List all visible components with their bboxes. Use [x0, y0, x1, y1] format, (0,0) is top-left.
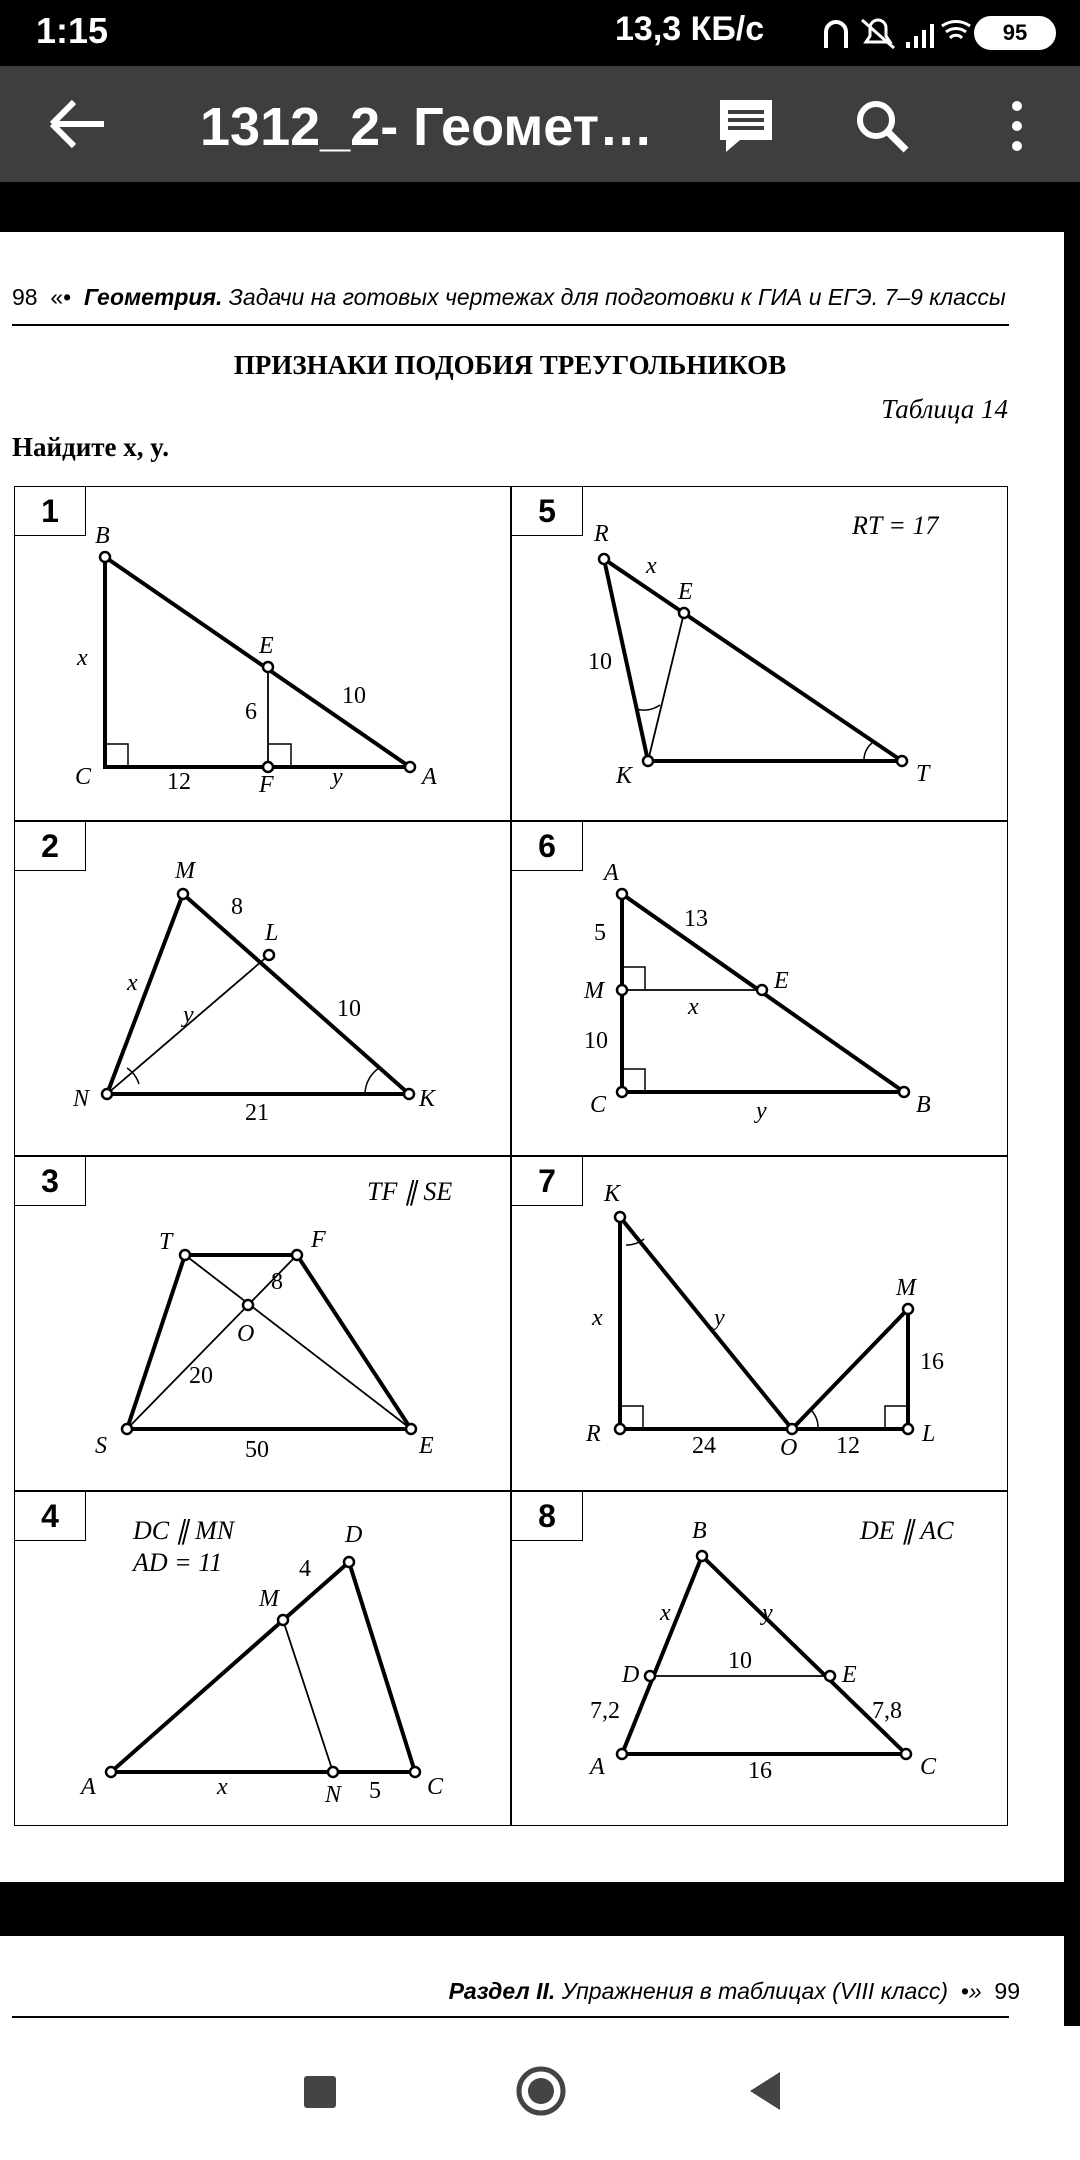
- label-C: C: [75, 764, 92, 790]
- label-A: A: [604, 860, 619, 886]
- book-name: Геометрия.: [84, 284, 223, 310]
- guillemet-icon: «•: [43, 284, 78, 310]
- label-K: K: [616, 763, 633, 789]
- value-24: 24: [692, 1433, 716, 1459]
- label-N: N: [325, 1782, 342, 1808]
- value-8: 8: [231, 894, 243, 920]
- label-y: y: [762, 1600, 773, 1626]
- status-bar: [0, 0, 1080, 66]
- condition: TF ∥ SE: [367, 1177, 453, 1206]
- label-O: O: [237, 1321, 255, 1347]
- section-title: Упражнения в таблицах (VIII класс): [561, 1978, 948, 2004]
- value-10: 10: [342, 683, 366, 709]
- label-N: N: [73, 1086, 90, 1112]
- label-B: B: [916, 1092, 931, 1118]
- status-icons: [822, 12, 972, 52]
- figure-4: [14, 1491, 511, 1826]
- value-10: 10: [588, 649, 612, 675]
- back-arrow-icon[interactable]: [44, 94, 110, 154]
- label-x: x: [688, 994, 699, 1020]
- figure-number: 3: [15, 1157, 86, 1206]
- value-16: 16: [748, 1758, 772, 1784]
- value-12: 12: [167, 769, 191, 795]
- condition-2: AD = 11: [133, 1548, 223, 1577]
- figure-8: [511, 1491, 1008, 1826]
- label-E: E: [842, 1662, 857, 1688]
- label-x: x: [127, 970, 138, 996]
- value-8: 8: [271, 1269, 283, 1295]
- page-header: [12, 284, 1006, 311]
- label-M: M: [175, 858, 195, 884]
- search-icon[interactable]: [852, 96, 912, 156]
- label-L: L: [922, 1421, 936, 1447]
- condition: DE ∥ AC: [860, 1516, 954, 1545]
- figure-number: 5: [512, 487, 583, 536]
- page-number: 98: [12, 284, 38, 310]
- value-5: 5: [594, 920, 606, 946]
- navigation-bar: [0, 2026, 1080, 2160]
- value-20: 20: [189, 1363, 213, 1389]
- condition-1: DC ∥ MN: [133, 1516, 235, 1545]
- label-R: R: [586, 1421, 601, 1447]
- label-R: R: [594, 521, 609, 547]
- figure-6: [511, 821, 1008, 1156]
- label-S: S: [95, 1433, 107, 1459]
- label-B: B: [692, 1518, 707, 1544]
- label-B: B: [95, 523, 110, 549]
- label-y: y: [183, 1002, 194, 1028]
- label-D: D: [345, 1522, 363, 1548]
- value-4: 4: [299, 1556, 311, 1582]
- value-21: 21: [245, 1100, 269, 1126]
- label-y: y: [332, 764, 343, 790]
- figure-number: 4: [15, 1492, 86, 1541]
- label-C: C: [427, 1774, 444, 1800]
- label-F: F: [311, 1227, 326, 1253]
- more-vert-icon[interactable]: [1002, 96, 1032, 156]
- label-M: M: [584, 978, 604, 1004]
- figure-number: 2: [15, 822, 86, 871]
- page-title: ПРИЗНАКИ ПОДОБИЯ ТРЕУГОЛЬНИКОВ: [233, 350, 787, 380]
- label-M: M: [259, 1586, 279, 1612]
- label-F: F: [259, 772, 274, 798]
- next-header-rule: [12, 2016, 1009, 2018]
- label-x: x: [217, 1774, 228, 1800]
- value-50: 50: [245, 1437, 269, 1463]
- value-10: 10: [584, 1028, 608, 1054]
- section-name: Раздел II.: [448, 1978, 556, 2004]
- label-T: T: [159, 1229, 173, 1255]
- value-6: 6: [245, 699, 257, 725]
- battery-indicator: 95: [974, 16, 1056, 50]
- value-7-2: 7,2: [590, 1698, 620, 1724]
- figure-number: 8: [512, 1492, 583, 1541]
- task-text: Найдите x, y.: [12, 432, 170, 462]
- back-triangle-icon[interactable]: [732, 2056, 802, 2126]
- status-time: 1:15: [36, 10, 109, 51]
- label-K: K: [604, 1181, 621, 1207]
- figure-7: [511, 1156, 1008, 1491]
- guillemet-right-icon: •»: [954, 1978, 989, 2004]
- document-title: 1312_2- Геомет…: [200, 97, 654, 157]
- label-x: x: [646, 553, 657, 579]
- figures-grid: [14, 486, 1008, 1826]
- value-7-8: 7,8: [872, 1698, 902, 1724]
- label-D: D: [622, 1662, 640, 1688]
- label-C: C: [590, 1092, 607, 1118]
- label-A: A: [422, 764, 437, 790]
- signal-icon: [906, 24, 934, 48]
- value-10: 10: [728, 1648, 752, 1674]
- label-x: x: [77, 645, 88, 671]
- condition: RT = 17: [852, 511, 939, 540]
- value-12: 12: [836, 1433, 860, 1459]
- network-speed: 13,3 КБ/с: [615, 10, 765, 48]
- figure-1: [14, 486, 511, 821]
- value-13: 13: [684, 906, 708, 932]
- recents-square-icon[interactable]: [284, 2056, 354, 2126]
- label-E: E: [678, 579, 693, 605]
- label-L: L: [265, 920, 279, 946]
- value-5: 5: [369, 1778, 381, 1804]
- header-rule: [12, 324, 1009, 326]
- label-A: A: [81, 1774, 96, 1800]
- label-y: y: [756, 1098, 767, 1124]
- value-16: 16: [920, 1349, 944, 1375]
- label-y: y: [714, 1305, 725, 1331]
- figure-5: [511, 486, 1008, 821]
- pdf-page[interactable]: [0, 232, 1064, 1882]
- label-x: x: [660, 1600, 671, 1626]
- pdf-page-next[interactable]: [0, 1936, 1064, 2026]
- label-M: M: [896, 1275, 916, 1301]
- app-bar: [0, 66, 1080, 182]
- label-E: E: [774, 968, 789, 994]
- label-x: x: [592, 1305, 603, 1331]
- label-O: O: [780, 1435, 798, 1461]
- figure-number: 7: [512, 1157, 583, 1206]
- label-T: T: [916, 761, 930, 787]
- next-page-header: [449, 1978, 1020, 2005]
- bell-off-icon: [862, 20, 894, 48]
- table-label: Таблица 14: [881, 394, 1008, 424]
- label-K: K: [419, 1086, 436, 1112]
- figure-number: 6: [512, 822, 583, 871]
- wifi-icon: [942, 21, 970, 38]
- headphones-icon: [826, 22, 846, 48]
- home-circle-icon[interactable]: [506, 2056, 576, 2126]
- comment-icon[interactable]: [716, 96, 776, 156]
- next-page-number: 99: [994, 1978, 1020, 2004]
- figure-3: [14, 1156, 511, 1491]
- book-subtitle: Задачи на готовых чертежах для подготовки к ГИА и ЕГЭ. 7–9 классы: [228, 284, 1006, 310]
- label-E: E: [259, 633, 274, 659]
- label-C: C: [920, 1754, 937, 1780]
- label-A: A: [590, 1754, 605, 1780]
- figure-number: 1: [15, 487, 86, 536]
- value-10: 10: [337, 996, 361, 1022]
- label-E: E: [419, 1433, 434, 1459]
- figure-2: [14, 821, 511, 1156]
